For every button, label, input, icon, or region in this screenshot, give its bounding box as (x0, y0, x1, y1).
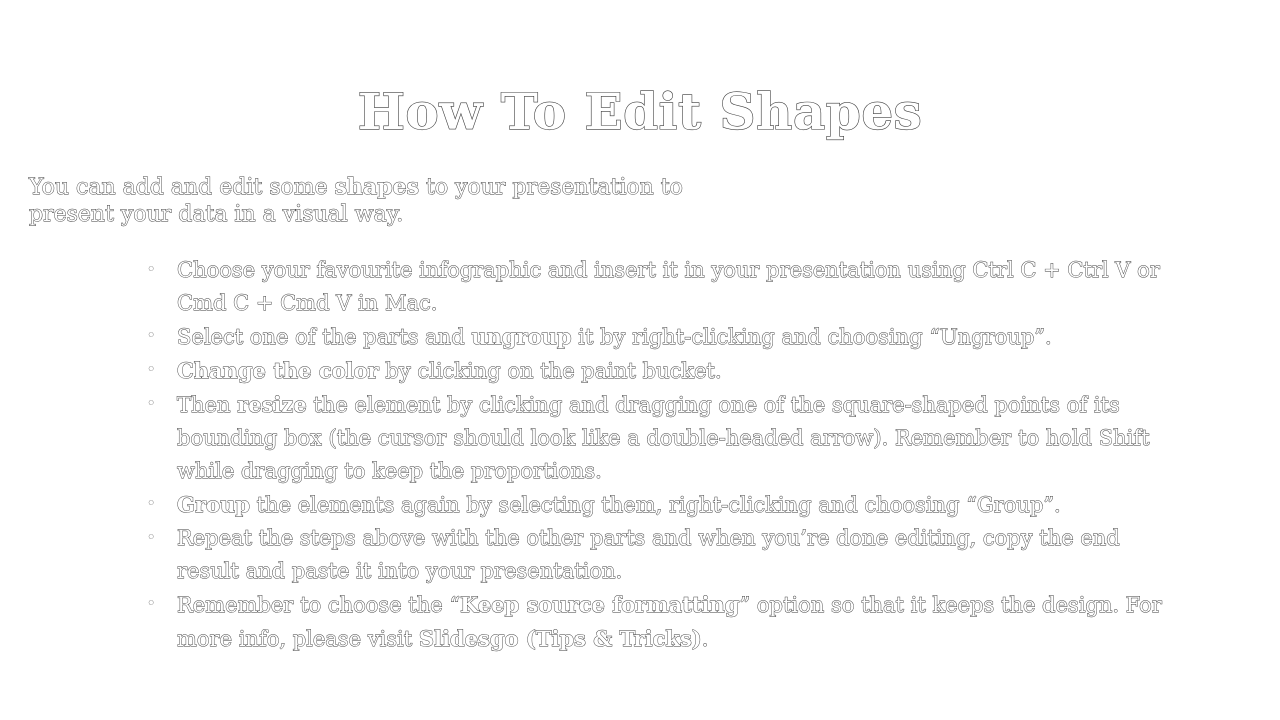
intro-text-before: You can add and edit some (29, 175, 335, 200)
step-text: Repeat the steps above with the other parts and when you’re done editing, copy the end result and paste it into your presentation. (177, 526, 1120, 583)
step-text: it by right-clicking and choosing “Ungroup”. (571, 325, 1052, 349)
step-item (177, 320, 1187, 354)
slide-title: How To Edit Shapes (357, 82, 923, 141)
slidesgo-link[interactable]: Slidesgo (Tips & Tricks) (418, 626, 702, 651)
step-item (177, 488, 1187, 522)
step-text: Remember to choose the “ (177, 593, 461, 617)
step-item (177, 588, 1187, 656)
step-text: ” option so that it keeps the design. For more info, please visit (177, 593, 1162, 651)
step-item (177, 522, 1187, 588)
steps-list (140, 254, 1187, 656)
step-item (177, 354, 1187, 388)
step-highlight: Keep source formatting (460, 592, 740, 617)
step-text: by clicking on the paint bucket. (378, 359, 722, 383)
step-text: the element by clicking and dragging one of the square-shaped points of its bounding box (the cursor should look like a double-headed arrow). Remember to hold Shift while dragging to keep the proportions. (177, 393, 1150, 483)
step-text: . (701, 627, 709, 651)
step-highlight: Change the color (177, 358, 379, 383)
step-highlight: ungroup (471, 324, 572, 349)
intro-text-after: to your presentation to present your data in a visual way. (29, 175, 683, 227)
intro-highlight: shapes (334, 174, 420, 200)
step-text: the elements again by selecting them, right-clicking and choosing “Group”. (249, 493, 1061, 517)
step-text: Select one of the parts and (177, 325, 472, 349)
step-text: Then (177, 393, 238, 417)
step-highlight: resize (237, 392, 307, 417)
step-item (177, 254, 1187, 320)
intro-paragraph (29, 174, 709, 228)
step-item (177, 388, 1187, 488)
step-highlight: Group (177, 492, 250, 517)
step-text: Choose your favourite infographic and insert it in your presentation using Ctrl C + Ctrl V or Cmd C + Cmd V in Mac. (177, 258, 1160, 315)
